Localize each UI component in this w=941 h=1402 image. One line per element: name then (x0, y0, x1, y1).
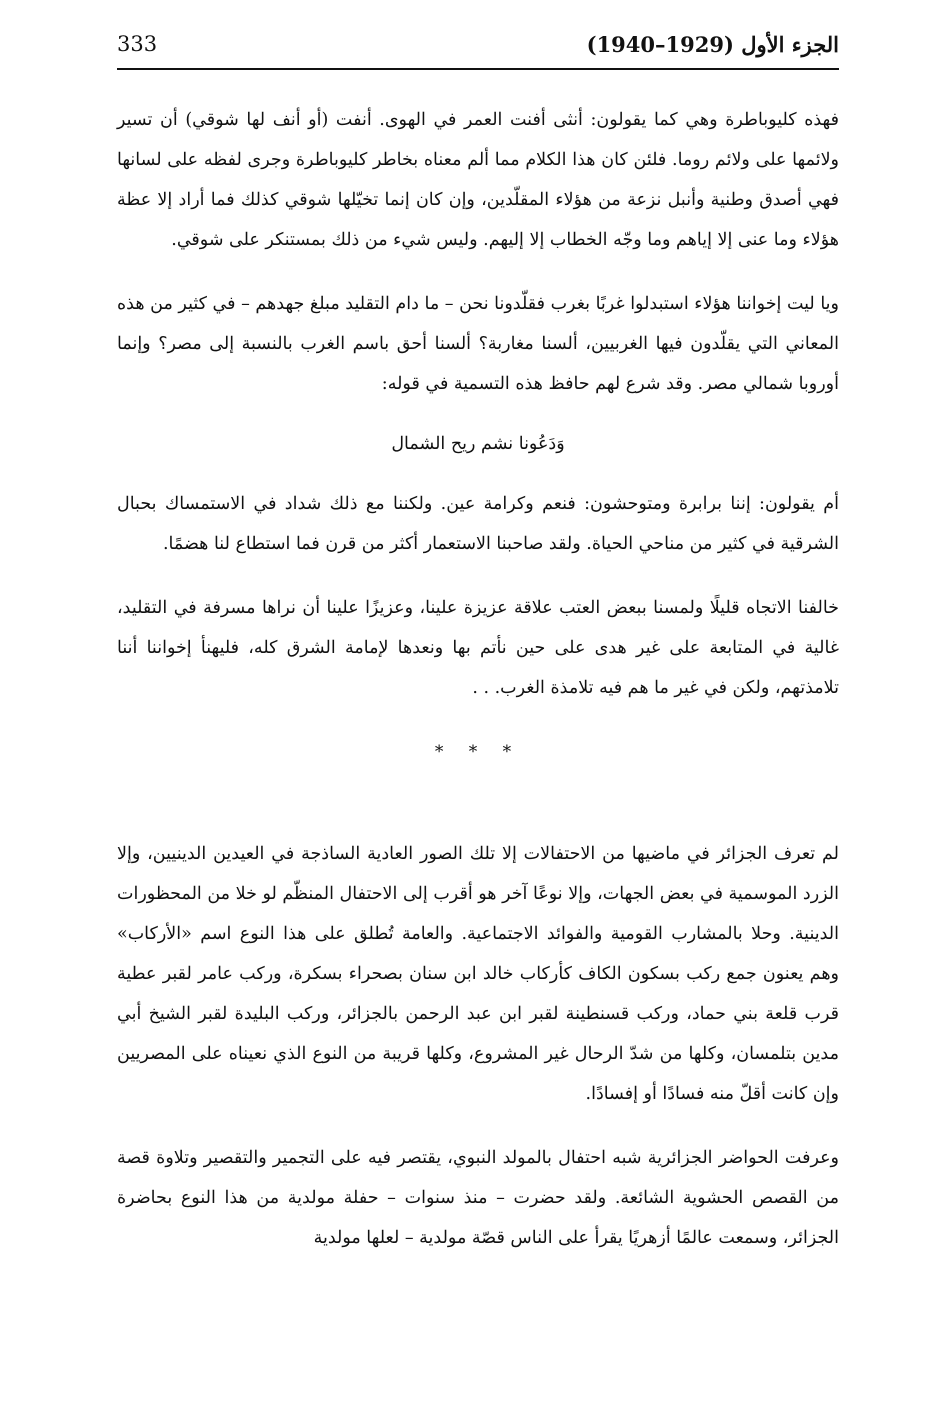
header-rule (117, 68, 839, 70)
paragraph-algeria-celebrations: لم تعرف الجزائر في ماضيها من الاحتفالات إلا تلك الصور العادية الساذجة في العيدين الدينيين، وإلا الزرد الموسمية في بعض الجهات، وإلا نوعًا آخر هو أقرب إلى الاحتفال المنظّم لو خلا من المحظورات الدينية. وحلا بالمشارب القومية والفوائد الاجتماعية. والعامة تُطلق على هذا النوع اسم «الأركاب» وهم يعنون جمع ركب بسكون الكاف كأركاب خالد ابن سنان بصحراء بسكرة، وركب عامر لقبر عطية قرب قلعة بني حماد، وركب قسنطينة لقبر ابن عبد الرحمن بالجزائر، وركب البليدة لقبر الشيخ أبي مدين بتلمسان، وكلها من شدّ الرحال غير المشروع، وكلها قريبة من النوع الذي نعيناه على المصريين وإن كانت أقلّ منه فسادًا أو إفسادًا. (117, 844, 839, 1104)
paragraph-imitation: ويا ليت إخواننا هؤلاء استبدلوا غربًا بغرب فقلّدونا نحن – ما دام التقليد مبلغ جهدهم – في كثير من هذه المعاني التي يقلّدون فيها الغربيين، ألسنا مغاربة؟ ألسنا أحق باسم الغرب بالنسبة إلى مصر؟ وإنما أوروبا شمالي مصر. وقد شرع لهم حافظ هذه التسمية في قوله: (117, 294, 839, 394)
page-header (117, 26, 839, 70)
verse-line: وَدَعُونا نشم ريح الشمال (391, 434, 565, 454)
paragraph-direction: خالفنا الاتجاه قليلًا ولمسنا ببعض العتب علاقة عزيزة علينا، وعزيزًا علينا أن نراها مسرفة في التقليد، غالية في المتابعة على غير هدى على حين نأتم بها ونعدها لإمامة الشرق كله، فليهنأ إخواننا أننا تلامذتهم، ولكن في غير ما هم فيه تلامذة الغرب. . . (117, 598, 839, 698)
body-text (117, 100, 839, 1282)
paragraph-mawlid: وعرفت الحواضر الجزائرية شبه احتفال بالمولد النبوي، يقتصر فيه على التجمير والتقصير وتلاوة قصة من القصص الحشوية الشائعة. ولقد حضرت – منذ سنوات – حفلة مولدية من هذا النوع بحاضرة الجزائر، وسمعت عالمًا أزهريًا يقرأ على الناس قصّة مولدية – لعلها مولدية (117, 1148, 839, 1248)
page-number: 333 (117, 32, 158, 56)
running-title: الجزء الأول (1929–1940) (586, 32, 839, 57)
paragraph-barbarians: أم يقولون: إننا برابرة ومتوحشون: فنعم وكرامة عين. ولكننا مع ذلك شداد في الاستمساك بحبال الشرقية في كثير من مناحي الحياة. ولقد صاحبنا الاستعمار أكثر من قرن فما استطاع لنا هضمًا. (117, 494, 839, 554)
paragraph-cleopatra: فهذه كليوباطرة وهي كما يقولون: أنثى أفنت العمر في الهوى. أنفت (أو أنف لها شوقي) أن تسير ولائمها على ولائم روما. فلئن كان هذا الكلام مما ألم معناه بخاطر كليوباطرة وجرى لفظه على لسانها فهي أصدق وطنية وأنبل نزعة من هؤلاء المقلّدين، وإن كان إنما تخيّلها شوقي كذلك فما أراد إلا عظة هؤلاء وما عنى إلا إياهم وما وجّه الخطاب إلا إليهم. وليس شيء من ذلك بمستنكر على شوقي. (117, 110, 839, 250)
section-separator: * * * (434, 742, 522, 762)
